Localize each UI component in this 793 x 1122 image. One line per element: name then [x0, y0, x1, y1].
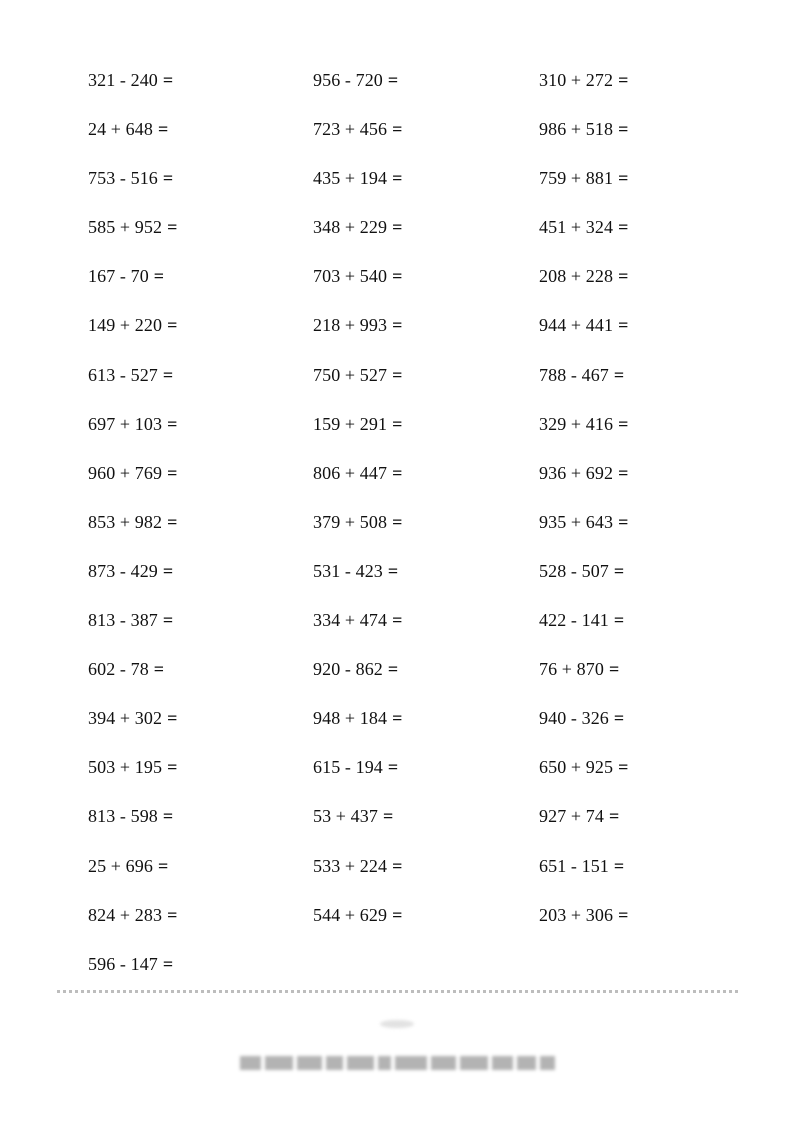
arithmetic-problem — [88, 753, 308, 802]
equals-sign: = — [392, 511, 403, 532]
arithmetic-problem — [539, 459, 759, 508]
arithmetic-problem — [539, 753, 759, 802]
arithmetic-problem — [313, 361, 533, 410]
equals-sign: = — [613, 855, 625, 876]
equals-sign: = — [162, 610, 174, 631]
equals-sign: = — [618, 70, 629, 90]
arithmetic-problem — [88, 115, 308, 164]
problem-expression: 986 + 518 — [539, 119, 614, 140]
problem-expression: 759 + 881 — [539, 168, 614, 189]
arithmetic-problem — [88, 213, 308, 262]
problem-expression: 920 - 862 — [313, 659, 383, 680]
arithmetic-problem — [539, 410, 759, 459]
arithmetic-problem — [539, 508, 759, 557]
problem-expression: 824 + 283 — [88, 904, 163, 925]
equals-sign: = — [162, 168, 174, 189]
problem-expression: 310 + 272 — [539, 70, 614, 90]
problem-expression: 451 + 324 — [539, 217, 614, 238]
footer-logo-blur — [380, 1020, 414, 1028]
arithmetic-problem — [88, 704, 308, 753]
arithmetic-problem — [539, 213, 759, 262]
problem-expression: 379 + 508 — [313, 511, 388, 532]
equals-sign: = — [157, 119, 169, 140]
problem-expression: 960 + 769 — [88, 462, 163, 483]
arithmetic-problem — [539, 802, 759, 851]
problem-expression: 723 + 456 — [313, 119, 388, 140]
arithmetic-problem — [313, 655, 533, 704]
equals-sign: = — [162, 806, 174, 827]
equals-sign: = — [392, 364, 403, 385]
arithmetic-problem — [88, 262, 308, 311]
problem-expression: 697 + 103 — [88, 413, 163, 434]
equals-sign: = — [618, 266, 629, 287]
problem-expression: 602 - 78 — [88, 659, 149, 680]
arithmetic-problem — [88, 557, 308, 606]
problem-expression: 329 + 416 — [539, 413, 614, 434]
problem-expression: 348 + 229 — [313, 217, 388, 238]
problem-expression: 944 + 441 — [539, 315, 614, 336]
equals-sign: = — [392, 266, 403, 287]
arithmetic-problem — [313, 557, 533, 606]
equals-sign: = — [167, 413, 178, 434]
problem-expression: 615 - 194 — [313, 757, 383, 778]
arithmetic-problem — [313, 852, 533, 901]
arithmetic-problem — [88, 655, 308, 704]
equals-sign: = — [387, 560, 399, 581]
equals-sign: = — [618, 119, 629, 140]
problem-expression: 544 + 629 — [313, 904, 388, 925]
problem-expression: 806 + 447 — [313, 462, 388, 483]
problem-expression: 650 + 925 — [539, 757, 614, 778]
arithmetic-problem — [88, 852, 308, 901]
equals-sign: = — [392, 413, 403, 434]
equals-sign: = — [392, 610, 403, 631]
equals-sign: = — [153, 266, 165, 287]
equals-sign: = — [618, 315, 629, 336]
arithmetic-problem — [539, 606, 759, 655]
problem-expression: 753 - 516 — [88, 168, 158, 189]
problem-expression: 208 + 228 — [539, 266, 614, 287]
arithmetic-problem — [539, 852, 759, 901]
equals-sign: = — [618, 462, 629, 483]
arithmetic-problem — [313, 753, 533, 802]
arithmetic-problem — [313, 164, 533, 213]
problem-expression: 203 + 306 — [539, 904, 614, 925]
arithmetic-problem — [88, 164, 308, 213]
equals-sign: = — [613, 560, 625, 581]
arithmetic-problem — [313, 606, 533, 655]
equals-sign: = — [613, 364, 625, 385]
footer-blurred-text — [240, 1054, 555, 1072]
arithmetic-problem — [313, 115, 533, 164]
problem-expression: 533 + 224 — [313, 855, 388, 876]
equals-sign: = — [162, 70, 174, 90]
arithmetic-problem — [539, 115, 759, 164]
equals-sign: = — [392, 315, 403, 336]
problem-expression: 585 + 952 — [88, 217, 163, 238]
problem-expression: 531 - 423 — [313, 560, 383, 581]
equals-sign: = — [167, 757, 178, 778]
equals-sign: = — [618, 168, 629, 189]
problem-expression: 948 + 184 — [313, 708, 388, 729]
problem-expression: 394 + 302 — [88, 708, 163, 729]
arithmetic-problem — [313, 802, 533, 851]
equals-sign: = — [387, 659, 399, 680]
problem-expression: 936 + 692 — [539, 462, 614, 483]
problem-expression: 813 - 387 — [88, 610, 158, 631]
arithmetic-problem — [88, 66, 308, 115]
problem-expression: 53 + 437 — [313, 806, 378, 827]
problem-expression: 596 - 147 — [88, 953, 158, 974]
equals-sign: = — [392, 462, 403, 483]
problem-expression: 334 + 474 — [313, 610, 388, 631]
problem-expression: 935 + 643 — [539, 511, 614, 532]
equals-sign: = — [387, 70, 399, 90]
problem-expression: 528 - 507 — [539, 560, 609, 581]
problem-column-3 — [539, 66, 759, 950]
problem-expression: 76 + 870 — [539, 659, 604, 680]
problem-expression: 651 - 151 — [539, 855, 609, 876]
problem-expression: 788 - 467 — [539, 364, 609, 385]
problem-column-2 — [313, 66, 533, 950]
problem-expression: 940 - 326 — [539, 708, 609, 729]
arithmetic-problem — [88, 508, 308, 557]
equals-sign: = — [162, 364, 174, 385]
arithmetic-problem — [88, 311, 308, 360]
equals-sign: = — [618, 757, 629, 778]
arithmetic-problem — [313, 311, 533, 360]
equals-sign: = — [392, 168, 403, 189]
problem-expression: 873 - 429 — [88, 560, 158, 581]
arithmetic-problem — [313, 213, 533, 262]
equals-sign: = — [618, 904, 629, 925]
problem-expression: 813 - 598 — [88, 806, 158, 827]
problem-expression: 613 - 527 — [88, 364, 158, 385]
arithmetic-problem — [313, 901, 533, 950]
arithmetic-problem — [88, 459, 308, 508]
dotted-divider — [57, 990, 738, 993]
problem-expression: 25 + 696 — [88, 855, 153, 876]
equals-sign: = — [392, 904, 403, 925]
problem-column-1 — [88, 66, 308, 999]
equals-sign: = — [162, 953, 174, 974]
equals-sign: = — [392, 855, 403, 876]
problem-expression: 167 - 70 — [88, 266, 149, 287]
problem-expression: 703 + 540 — [313, 266, 388, 287]
equals-sign: = — [382, 806, 394, 827]
arithmetic-problem — [313, 459, 533, 508]
arithmetic-problem — [88, 802, 308, 851]
equals-sign: = — [392, 119, 403, 140]
equals-sign: = — [167, 511, 178, 532]
arithmetic-problem — [313, 704, 533, 753]
equals-sign: = — [387, 757, 399, 778]
equals-sign: = — [618, 217, 629, 238]
arithmetic-problem — [313, 508, 533, 557]
problem-expression: 321 - 240 — [88, 70, 158, 90]
equals-sign: = — [608, 806, 620, 827]
equals-sign: = — [613, 610, 625, 631]
arithmetic-problem — [88, 361, 308, 410]
equals-sign: = — [392, 708, 403, 729]
arithmetic-problem — [539, 311, 759, 360]
equals-sign: = — [167, 462, 178, 483]
arithmetic-problem — [313, 262, 533, 311]
arithmetic-problem — [88, 606, 308, 655]
equals-sign: = — [392, 217, 403, 238]
arithmetic-problem — [539, 557, 759, 606]
problem-expression: 927 + 74 — [539, 806, 604, 827]
equals-sign: = — [618, 413, 629, 434]
arithmetic-problem — [539, 262, 759, 311]
equals-sign: = — [167, 904, 178, 925]
equals-sign: = — [167, 708, 178, 729]
arithmetic-problem — [88, 901, 308, 950]
arithmetic-problem — [539, 704, 759, 753]
arithmetic-problem — [539, 901, 759, 950]
problem-expression: 750 + 527 — [313, 364, 388, 385]
equals-sign: = — [613, 708, 625, 729]
problem-expression: 435 + 194 — [313, 168, 388, 189]
equals-sign: = — [167, 315, 178, 336]
arithmetic-problem — [88, 410, 308, 459]
arithmetic-problem — [539, 66, 759, 115]
arithmetic-problem — [539, 361, 759, 410]
problem-expression: 853 + 982 — [88, 511, 163, 532]
arithmetic-problem — [313, 410, 533, 459]
arithmetic-problem — [313, 66, 533, 115]
problem-expression: 149 + 220 — [88, 315, 163, 336]
arithmetic-problem — [539, 655, 759, 704]
equals-sign: = — [162, 560, 174, 581]
problem-expression: 956 - 720 — [313, 70, 383, 90]
problem-expression: 503 + 195 — [88, 757, 163, 778]
problem-expression: 218 + 993 — [313, 315, 388, 336]
equals-sign: = — [618, 511, 629, 532]
equals-sign: = — [608, 659, 620, 680]
problem-expression: 159 + 291 — [313, 413, 388, 434]
arithmetic-problem — [539, 164, 759, 213]
problem-expression: 422 - 141 — [539, 610, 609, 631]
equals-sign: = — [157, 855, 169, 876]
equals-sign: = — [167, 217, 178, 238]
equals-sign: = — [153, 659, 165, 680]
problem-expression: 24 + 648 — [88, 119, 153, 140]
